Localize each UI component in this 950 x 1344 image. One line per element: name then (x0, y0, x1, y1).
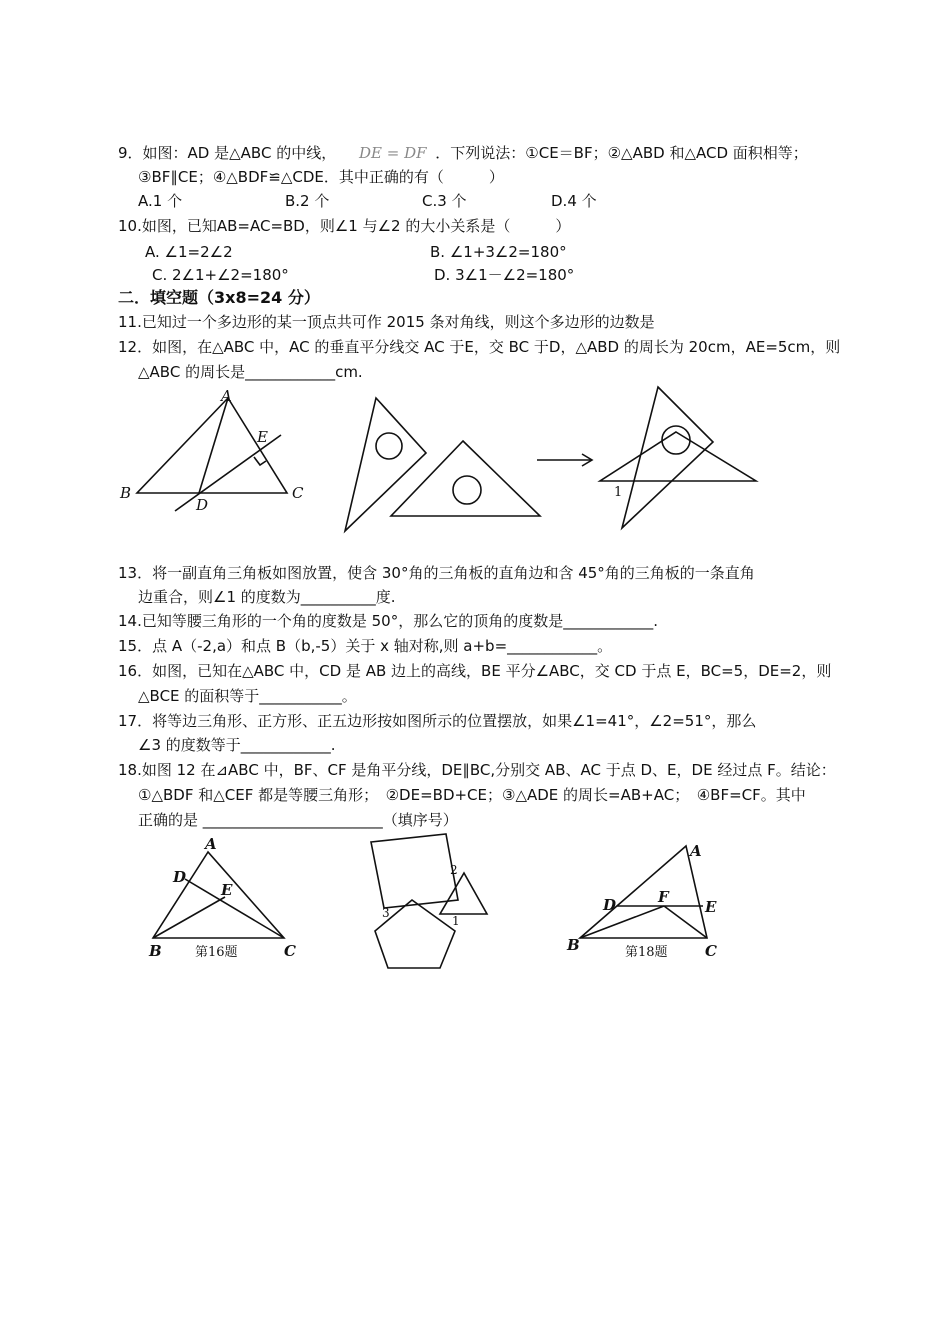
q18-label-d: D (603, 896, 617, 914)
q16-line1: 16．如图，已知在△ABC 中，CD 是 AB 边上的高线，BE 平分∠ABC，交 CD 于点 E，BC=5，DE=2，则 (118, 662, 832, 680)
q12-segment-ad (199, 398, 228, 493)
q13-combined-45 (600, 432, 756, 481)
q18-triangle-abc (580, 846, 707, 938)
q18-segment-bf (580, 906, 664, 938)
q9-line1 (118, 143, 808, 163)
q17-pentagon (375, 900, 455, 968)
q16-label-e: E (221, 881, 233, 899)
q12-line1: 12．如图，在△ABC 中，AC 的垂直平分线交 AC 于E，交 BC 于D，△ABD 的周长为 20cm，AE=5cm，则 (118, 338, 841, 356)
q13-combined-30 (622, 387, 713, 528)
q9-formula: DE = DF (358, 144, 427, 162)
q9-option-a: A.1 个 (138, 192, 183, 210)
q17-angle-1: 1 (452, 914, 460, 928)
q12-label-e: E (257, 428, 268, 446)
q15-stem: 15．点 A（-2,a）和点 B（b,-5）关于 x 轴对称,则 a+b=____________。 (118, 637, 613, 655)
q17-line2: ∠3 的度数等于____________. (138, 736, 336, 754)
q13-hole-45 (453, 476, 481, 504)
q16-label-c: C (284, 942, 296, 960)
q18-line2: ①△BDF 和△CEF 都是等腰三角形； ②DE=BD+CE；③△ADE 的周长=AB+AC； ④BF=CF。其中 (138, 786, 806, 804)
q17-triangle (440, 873, 487, 914)
q16-label-d: D (173, 868, 187, 886)
section2-title: 二．填空题（3x8=24 分） (118, 288, 320, 307)
q16-segment-cd (185, 879, 284, 938)
q12-perp-bisector (175, 435, 281, 511)
q10-option-a: A. ∠1=2∠2 (145, 243, 233, 261)
q13-line2: 边重合，则∠1 的度数为__________度. (138, 588, 396, 606)
q17-square (371, 834, 458, 908)
q17-angle-2: 2 (450, 863, 458, 877)
q9-option-d: D.4 个 (551, 192, 597, 210)
q18-segment-cf (664, 906, 707, 938)
q13-line1: 13．将一副直角三角板如图放置，使含 30°角的三角板的直角边和含 45°角的三角板的一条直角 (118, 564, 755, 582)
q12-line2: △ABC 的周长是____________cm. (138, 363, 363, 381)
q16-label-a: A (205, 835, 217, 853)
q12-label-b: B (120, 484, 132, 502)
q18-line1: 18.如图 12 在⊿ABC 中，BF、CF 是角平分线，DE∥BC,分别交 AB、AC 于点 D、E，DE 经过点 F。结论： (118, 761, 836, 779)
q12-right-angle-mark (254, 457, 266, 465)
q18-line3: 正确的是 ________________________（填序号） (138, 811, 458, 829)
q13-hole-30 (376, 433, 402, 459)
q13-angle-1: 1 (614, 485, 623, 500)
q10-stem: 10.如图，已知AB=AC=BD，则∠1 与∠2 的大小关系是（ ） (118, 217, 571, 235)
q16-label-b: B (149, 942, 162, 960)
q12-label-d: D (196, 496, 209, 514)
q14-stem: 14.已知等腰三角形的一个角的度数是 50°，那么它的顶角的度数是____________. (118, 612, 658, 630)
q18-label-f: F (658, 888, 669, 906)
q9-stem-b: ．下列说法：①CE＝BF；②△ABD 和△ACD 面积相等； (435, 144, 808, 162)
q18-caption: 第18题 (625, 945, 668, 960)
q12-label-a: A (221, 387, 232, 405)
q13-arrow-head (582, 454, 592, 466)
q12-label-c: C (292, 484, 304, 502)
q18-label-e: E (705, 898, 717, 916)
q9-option-c: C.3 个 (422, 192, 467, 210)
q16-segment-be (153, 897, 225, 938)
q16-triangle-abc (153, 852, 284, 938)
q12-triangle-abc (137, 398, 287, 493)
q18-label-b: B (567, 936, 580, 954)
q17-angle-3: 3 (382, 906, 390, 920)
q18-label-c: C (705, 942, 717, 960)
q11-stem: 11.已知过一个多边形的某一顶点共可作 2015 条对角线，则这个多边形的边数是 (118, 313, 655, 331)
q10-option-b: B. ∠1+3∠2=180° (430, 243, 567, 261)
q10-option-c: C. 2∠1+∠2=180° (152, 266, 289, 284)
q17-line1: 17．将等边三角形、正方形、正五边形按如图所示的位置摆放，如果∠1=41°，∠2=51°，那么 (118, 712, 757, 730)
q16-caption: 第16题 (195, 945, 238, 960)
q13-combined-hole (662, 426, 690, 454)
q18-label-a: A (690, 842, 702, 860)
q9-stem-a: 9．如图：AD 是△ABC 的中线， (118, 144, 337, 162)
q13-set-square-30 (345, 398, 426, 531)
q9-line2: ③BF∥CE；④△BDF≌△CDE．其中正确的有（ ） (138, 168, 504, 186)
q9-option-b: B.2 个 (285, 192, 330, 210)
q16-line2: △BCE 的面积等于___________。 (138, 687, 357, 705)
q10-option-d: D. 3∠1－∠2=180° (434, 266, 575, 284)
q13-set-square-45 (391, 441, 540, 516)
